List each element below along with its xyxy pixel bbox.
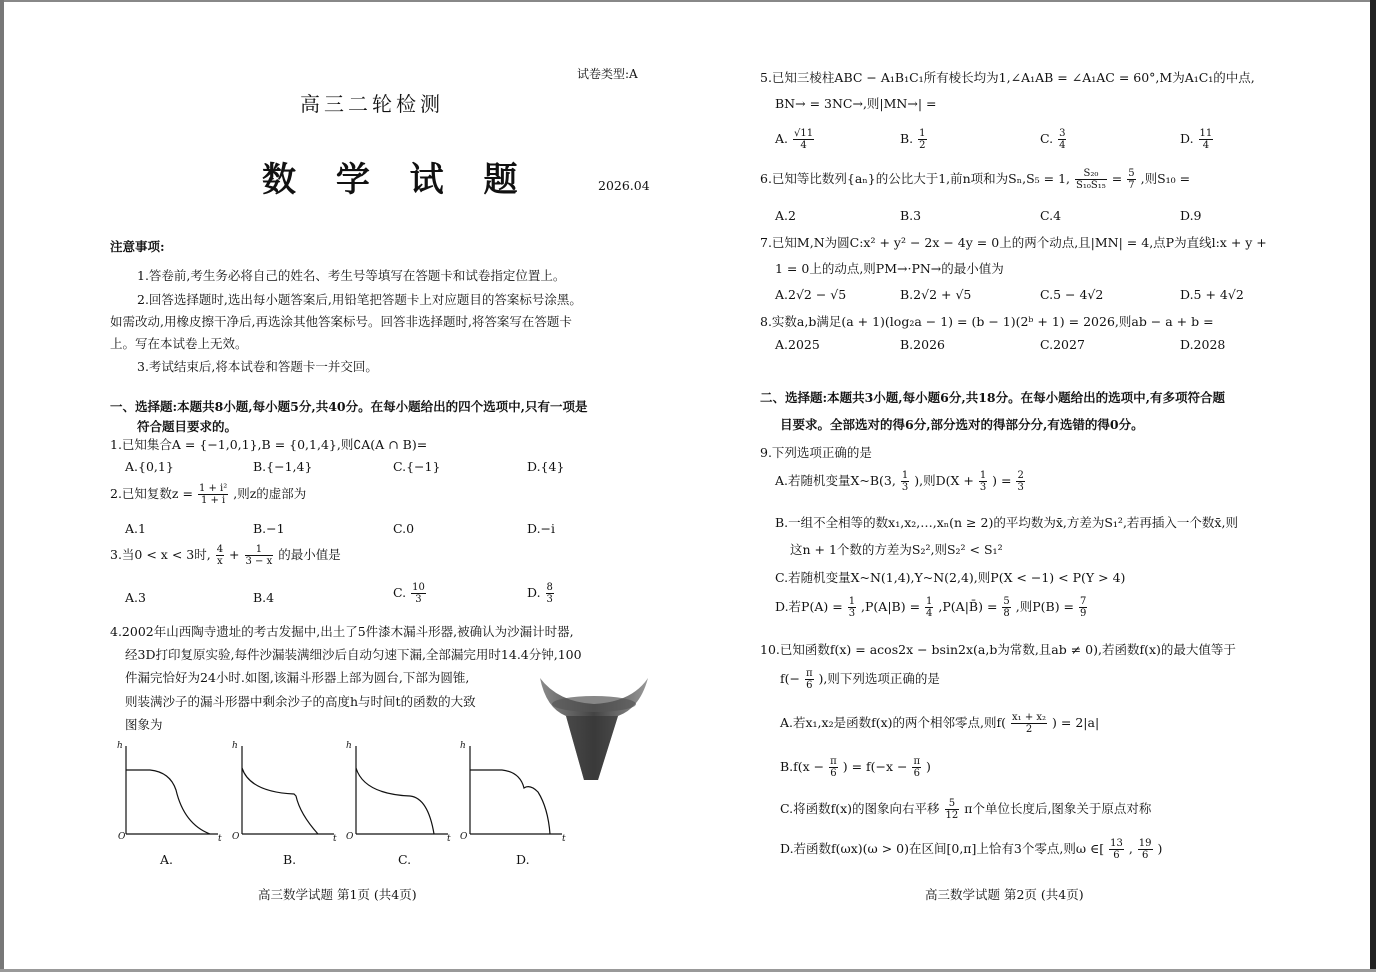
q6-option-b: B.3 [900, 208, 922, 223]
graph-c-label: C. [398, 852, 412, 867]
notice-heading: 注意事项: [110, 239, 165, 254]
graph-d-origin: O [460, 832, 468, 842]
q10b-fraction-1 [829, 756, 838, 779]
q9a-v-den: 3 [1017, 482, 1024, 493]
question-10-line-2 [780, 668, 940, 691]
q5-c-fraction [1058, 128, 1066, 151]
section-2-heading-cont: 目要求。全部选对的得6分,部分选对的得部分分,有选错的得0分。 [780, 417, 1144, 432]
q10d-prefix: D.若函数f(ωx)(ω > 0)在区间[0,π]上恰有3个零点,则ω ∈[ [780, 841, 1105, 856]
q10-line2-suffix: ),则下列选项正确的是 [818, 671, 940, 686]
question-9: 9.下列选项正确的是 [760, 445, 872, 460]
q10-option-b [780, 756, 931, 779]
graph-a [126, 746, 218, 834]
question-6 [760, 168, 1190, 191]
q10a-den: 2 [1025, 724, 1033, 735]
graph-a-origin: O [118, 832, 126, 842]
q8-option-a: A.2025 [775, 337, 820, 352]
q2-option-a: A.1 [125, 521, 146, 536]
q3-option-c [393, 582, 427, 605]
q9a-equals: ) = [992, 473, 1012, 488]
q3-prefix: 3.当0 < x < 3时, [110, 547, 211, 562]
q3-option-c-label: C. [393, 585, 407, 600]
q3-f1-den: x [217, 556, 223, 567]
question-5-line-1: 5.已知三棱柱ABC − A₁B₁C₁所有棱长均为1,∠A₁AB = ∠A₁AC = 60°,M为A₁C₁的中点, [760, 70, 1255, 85]
q9a-value-fraction [1016, 470, 1024, 493]
q3-d-num: 8 [546, 582, 553, 593]
question-3 [110, 544, 341, 567]
q6-f-den: S₁₀S₁₅ [1076, 180, 1106, 191]
q3-d-den: 3 [546, 594, 553, 605]
q2-prefix: 2.已知复数z = [110, 486, 193, 501]
q10b-fraction-2 [912, 756, 921, 779]
q10-line2-prefix: f(− [780, 671, 800, 686]
question-4-line-1: 4.2002年山西陶寺遗址的考古发掘中,出土了5件漆木漏斗形器,被确认为沙漏计时器, [110, 624, 574, 639]
q9d-middle-3: ,则P(B) = [1015, 599, 1075, 614]
q6-option-d: D.9 [1180, 208, 1202, 223]
q9a-f2-num: 1 [979, 470, 987, 481]
q6-f-num: S₂₀ [1075, 168, 1107, 180]
graph-c-h-label: h [346, 741, 352, 751]
question-7-line-1: 7.已知M,N为圆C:x² + y² − 2x − 4y = 0上的两个动点,且|MN| = 4,点P为直线l:x + y + [760, 235, 1267, 250]
q9-option-c: C.若随机变量X~N(1,4),Y~N(2,4),则P(X < −1) < P(Y > 4) [775, 570, 1126, 585]
question-4-line-2: 经3D打印复原实验,每件沙漏装满细沙后自动匀速下漏,全部漏完用时14.4分钟,100 [125, 647, 582, 662]
q5-b-den: 2 [919, 140, 926, 151]
q5-b-label: B. [900, 131, 914, 146]
q10b-num-1: π [830, 756, 837, 767]
q6-v-num: 5 [1128, 168, 1135, 179]
q10d-fraction-2 [1138, 838, 1153, 861]
q9d-fraction-1 [848, 596, 856, 619]
q5-d-fraction [1199, 128, 1214, 151]
q10d-den-2: 6 [1141, 850, 1149, 861]
graph-b-label: B. [283, 852, 297, 867]
q5-option-d [1180, 128, 1214, 151]
q3-f1-num: 4 [216, 544, 224, 555]
q9a-prefix: A.若随机变量X~B(3, [775, 473, 896, 488]
q3-fraction-2 [245, 544, 274, 567]
q1-option-a: A.{0,1} [125, 459, 174, 474]
q10d-num-1: 13 [1110, 838, 1123, 849]
q10a-suffix: ) = 2|a| [1052, 715, 1100, 730]
q7-option-b: B.2√2 + √5 [900, 287, 972, 302]
graph-b-t-label: t [333, 834, 337, 844]
graph-c-t-label: t [447, 834, 451, 844]
q6-equals: = [1111, 171, 1123, 186]
q8-option-d: D.2028 [1180, 337, 1226, 352]
graph-d-t-label: t [562, 834, 566, 844]
q2-numerator: 1 + i² [198, 483, 228, 494]
notice-item-3: 3.考试结束后,将本试卷和答题卡一并交回。 [137, 359, 378, 374]
q10b-suffix: ) [926, 759, 931, 774]
q5-d-den: 4 [1202, 140, 1210, 151]
notice-item-2: 2.回答选择题时,选出每小题答案后,用铅笔把答题卡上对应题目的答案标号涂黑。 [137, 292, 582, 307]
q10d-suffix: ) [1157, 841, 1163, 856]
q5-d-num: 11 [1199, 128, 1213, 139]
q2-fraction [198, 483, 228, 506]
q10-line2-den: 6 [806, 680, 813, 691]
graph-d-h-label: h [460, 741, 466, 751]
q3-option-c-fraction [411, 582, 426, 605]
q6-option-a: A.2 [775, 208, 796, 223]
notice-item-2-end: 上。写在本试卷上无效。 [110, 336, 248, 351]
q9a-f2-den: 3 [979, 482, 987, 493]
q5-a-label: A. [775, 131, 789, 146]
q5-c-num: 3 [1059, 128, 1066, 139]
q9a-v-num: 2 [1017, 470, 1024, 481]
q2-option-d: D.−i [527, 521, 556, 536]
graph-b-h-label: h [232, 741, 238, 751]
q3-plus: + [229, 547, 240, 562]
graph-c-origin: O [346, 832, 354, 842]
q10b-den-1: 6 [830, 768, 837, 779]
q9d-f2-den: 4 [926, 608, 933, 619]
exam-title: 数 学 试 题 [262, 160, 532, 200]
q3-f2-den: 3 − x [245, 556, 273, 567]
q6-option-c: C.4 [1040, 208, 1062, 223]
q9d-f4-den: 9 [1080, 608, 1087, 619]
q10-line2-fraction [805, 668, 814, 691]
q7-option-d: D.5 + 4√2 [1180, 287, 1244, 302]
q10d-num-2: 19 [1138, 838, 1152, 849]
q2-suffix: ,则z的虚部为 [233, 486, 307, 501]
q10-line2-num: π [805, 668, 813, 679]
exam-subtitle: 高三二轮检测 [300, 92, 444, 116]
right-page-footer: 高三数学试题 第2页 (共4页) [925, 887, 1084, 902]
q2-option-c: C.0 [393, 521, 415, 536]
q9a-f1-den: 3 [901, 482, 909, 493]
q9d-f1-den: 3 [848, 608, 856, 619]
q3-option-b: B.4 [253, 590, 275, 605]
graph-b [242, 746, 334, 834]
q9a-fraction-1 [901, 470, 909, 493]
q5-option-a [775, 128, 815, 151]
q1-option-b: B.{−1,4} [253, 459, 313, 474]
q9a-fraction-2 [979, 470, 987, 493]
q3-option-a: A.3 [125, 590, 146, 605]
q10a-num: x₁ + x₂ [1012, 712, 1047, 723]
question-10-line-1: 10.已知函数f(x) = acos2x − bsin2x(a,b为常数,且ab ≠ 0),若函数f(x)的最大值等于 [760, 642, 1236, 657]
scan-right-edge [1370, 0, 1376, 972]
q3-c-den: 3 [415, 594, 422, 605]
q3-suffix: 的最小值是 [278, 547, 341, 562]
q6-suffix: ,则S₁₀ = [1140, 171, 1191, 186]
q9d-middle-2: ,P(A|B̄) = [938, 599, 998, 614]
q2-option-b: B.−1 [253, 521, 285, 536]
q10d-comma: , [1128, 841, 1133, 856]
q5-option-c [1040, 128, 1067, 151]
left-page-footer: 高三数学试题 第1页 (共4页) [258, 887, 417, 902]
q10c-den: 12 [945, 810, 959, 821]
q10b-num-2: π [913, 756, 921, 767]
q9d-f3-num: 5 [1003, 596, 1010, 607]
q3-c-num: 10 [412, 582, 425, 593]
q9d-f4-num: 7 [1080, 596, 1087, 607]
q6-prefix: 6.已知等比数列{aₙ}的公比大于1,前n项和为Sₙ,S₅ = 1, [760, 171, 1071, 186]
q5-d-label: D. [1180, 131, 1194, 146]
q10-option-d [780, 838, 1162, 861]
q10-option-a [780, 712, 1099, 735]
q5-c-den: 4 [1059, 140, 1066, 151]
section-1-heading-cont: 符合题目要求的。 [137, 419, 238, 434]
question-4-line-4: 则装满沙子的漏斗形器中剩余沙子的高度h与时间t的函数的大致 [125, 694, 476, 709]
q8-option-b: B.2026 [900, 337, 945, 352]
scan-left-edge [0, 0, 4, 972]
q10a-fraction [1011, 712, 1047, 735]
graph-a-t-label: t [218, 834, 222, 844]
q6-value-fraction [1127, 168, 1135, 191]
q10b-den-2: 6 [913, 768, 920, 779]
q10c-num: 5 [945, 798, 960, 810]
q9d-fraction-4 [1079, 596, 1087, 619]
q10d-fraction-1 [1109, 838, 1124, 861]
q10c-fraction [945, 798, 960, 821]
q8-option-c: C.2027 [1040, 337, 1085, 352]
q9d-middle-1: ,P(A|B) = [861, 599, 921, 614]
q9-option-a [775, 470, 1026, 493]
q1-option-d: D.{4} [527, 459, 565, 474]
q9d-f3-den: 8 [1003, 608, 1010, 619]
q2-denominator: 1 + i [200, 495, 226, 506]
question-4-line-5: 图象为 [125, 717, 163, 732]
q9d-f2-num: 1 [926, 596, 933, 607]
notice-item-1: 1.答卷前,考生务必将自己的姓名、考生号等填写在答题卡和试卷指定位置上。 [137, 268, 566, 283]
q5-a-fraction [793, 128, 814, 151]
exam-date: 2026.04 [598, 178, 650, 193]
question-7-line-2: 1 = 0上的动点,则PM→·PN→的最小值为 [775, 261, 1004, 276]
graph-b-origin: O [232, 832, 240, 842]
q4-graph-options [110, 738, 580, 848]
section-1-heading: 一、选择题:本题共8小题,每小题5分,共40分。在每小题给出的四个选项中,只有一项是 [110, 399, 588, 414]
q10c-prefix: C.将函数f(x)的图象向右平移 [780, 801, 940, 816]
q9d-fraction-3 [1002, 596, 1010, 619]
section-2-heading: 二、选择题:本题共3小题,每小题6分,共18分。在每小题给出的选项中,有多项符合题 [760, 390, 1225, 405]
q10-option-c [780, 798, 1151, 821]
q10a-prefix: A.若x₁,x₂是函数f(x)的两个相邻零点,则f( [780, 715, 1007, 730]
question-8: 8.实数a,b满足(a + 1)(log₂a − 1) = (b − 1)(2ᵇ + 1) = 2026,则ab − a + b = [760, 314, 1214, 329]
q10d-den-1: 6 [1113, 850, 1120, 861]
q6-v-den: 7 [1128, 180, 1135, 191]
q9a-f1-num: 1 [901, 470, 909, 481]
q3-option-d-label: D. [527, 585, 541, 600]
q3-option-d-fraction [546, 582, 554, 605]
scan-top-edge [0, 0, 1376, 2]
q5-c-label: C. [1040, 131, 1054, 146]
q9-option-b-line-2: 这n + 1个数的方差为S₂²,则S₂² < S₁² [790, 542, 1003, 557]
q9-option-d [775, 596, 1088, 619]
q7-option-a: A.2√2 − √5 [775, 287, 847, 302]
question-2 [110, 483, 306, 506]
q9d-prefix: D.若P(A) = [775, 599, 843, 614]
q3-f2-num: 1 [245, 544, 274, 556]
q9d-fraction-2 [925, 596, 933, 619]
q3-option-d [527, 582, 555, 605]
graph-a-h-label: h [117, 741, 123, 751]
q5-a-den: 4 [800, 140, 807, 151]
q3-fraction-1 [216, 544, 224, 567]
q5-a-num: √11 [794, 128, 814, 139]
graph-d [470, 746, 562, 834]
q5-b-num: 1 [919, 128, 926, 139]
notice-item-2-cont: 如需改动,用橡皮擦干净后,再选涂其他答案标号。回答非选择题时,将答案写在答题卡 [110, 314, 572, 329]
q1-option-c: C.{−1} [393, 459, 441, 474]
q10c-suffix: π个单位长度后,图象关于原点对称 [964, 801, 1152, 816]
q6-fraction [1075, 168, 1107, 191]
q10b-middle: ) = f(−x − [842, 759, 908, 774]
q9a-middle: ),则D(X + [914, 473, 974, 488]
q7-option-c: C.5 − 4√2 [1040, 287, 1104, 302]
q9d-f1-num: 1 [848, 596, 856, 607]
q9-option-b-line-1: B.一组不全相等的数x₁,x₂,…,xₙ(n ≥ 2)的平均数为x̄,方差为S₁²,若再插入一个数x̄,则 [775, 515, 1238, 530]
question-4-line-3: 件漏完恰好为24小时.如图,该漏斗形器上部为圆台,下部为圆锥, [125, 670, 470, 685]
q5-b-fraction [918, 128, 926, 151]
question-1: 1.已知集合A = {−1,0,1},B = {0,1,4},则∁A(A ∩ B)= [110, 437, 428, 452]
graph-c [356, 746, 448, 834]
graph-a-label: A. [160, 852, 174, 867]
q10b-prefix: B.f(x − [780, 759, 825, 774]
question-5-line-2: BN→ = 3NC→,则|MN→| = [775, 96, 937, 111]
q5-option-b [900, 128, 928, 151]
paper-type: 试卷类型:A [577, 67, 638, 81]
graph-d-label: D. [516, 852, 530, 867]
